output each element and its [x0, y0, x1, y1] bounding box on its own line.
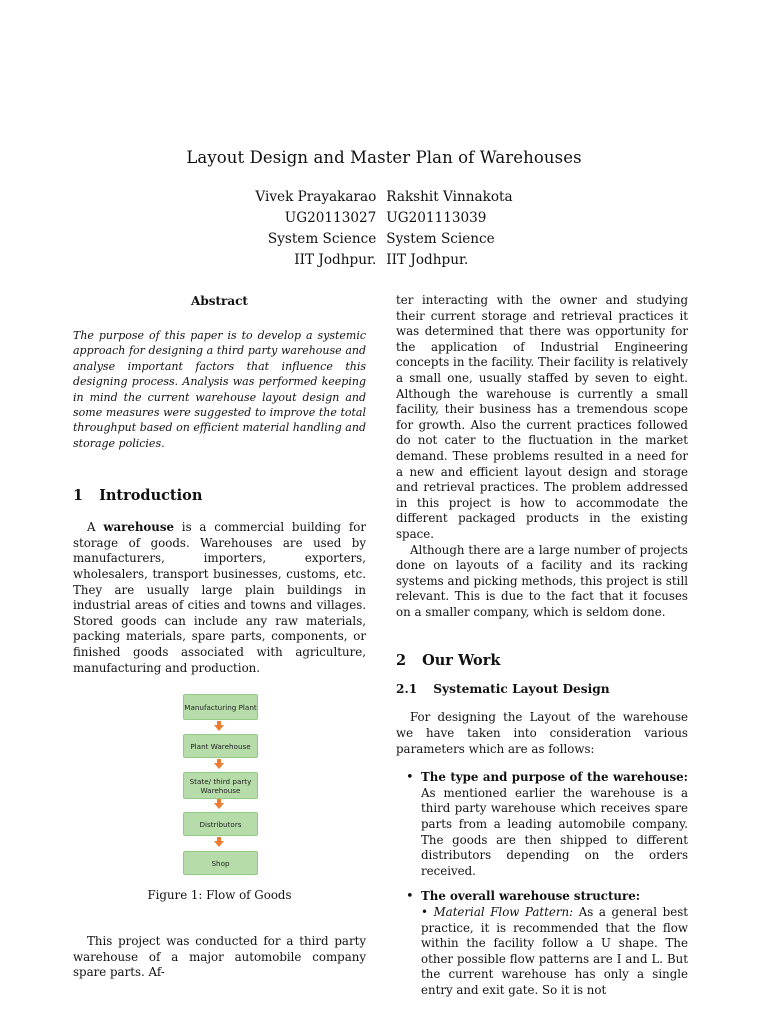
down-arrow-icon	[214, 837, 224, 847]
figure-flow-of-goods	[73, 694, 366, 884]
section-heading-our-work	[396, 652, 688, 669]
list-item	[396, 770, 688, 879]
subsection-title: Systematic Layout Design	[433, 682, 610, 697]
down-arrow-icon	[214, 759, 224, 769]
right-column	[396, 293, 688, 999]
author-2	[386, 187, 512, 271]
intro-paragraph	[73, 520, 366, 676]
left-column	[73, 294, 366, 981]
list-item-text: As mentioned earlier the warehouse is a third party warehouse which receives spare parts from a leading automobile company. The goods are then shipped to different distributors depending on the orders received.	[421, 785, 688, 878]
author-inst: IIT Jodhpur.	[386, 252, 469, 268]
section-number: 2	[396, 652, 407, 670]
subsection-heading-systematic-layout	[396, 682, 688, 696]
author-block	[0, 187, 768, 271]
flow-box-shop: Shop	[183, 851, 258, 875]
author-id: UG20113027	[284, 210, 377, 226]
section-title: Our Work	[422, 652, 501, 670]
paper-title: Layout Design and Master Plan of Warehouses	[186, 148, 582, 167]
flow-box-manufacturing-plant: Manufacturing Plant	[183, 694, 258, 720]
parameter-list	[396, 770, 688, 998]
flow-box-distributors: Distributors	[183, 812, 258, 836]
author-name: Vivek Prayakarao	[255, 189, 377, 205]
intro-paragraph-2: This project was conducted for a third party warehouse of a major automobile company spare parts. Af-	[73, 934, 366, 980]
section-title: Introduction	[99, 487, 203, 505]
layout-intro-paragraph: For designing the Layout of the warehouse we have taken into consideration various parameters which are as follows:	[396, 710, 688, 756]
flow-box-third-party-warehouse: State/ third party Warehouse	[183, 772, 258, 799]
author-dept: System Science	[267, 231, 377, 247]
abstract-text: The purpose of this paper is to develop a systemic approach for designing a third party warehouse and analyse important factors that influence this designing process. Analysis was performed keeping in mind the current warehouse layout design and some measures were suggested to improve the total throughput based on efficient material handling and storage policies.	[73, 329, 366, 450]
author-inst: IIT Jodhpur.	[294, 252, 377, 268]
list-item-heading: The type and purpose of the warehouse:	[421, 770, 688, 785]
bold-term-warehouse: warehouse	[103, 520, 175, 535]
text-span: is a commercial building for storage of goods. Warehouses are used by manufacturers, importers, exporters, wholesalers, transport businesses, customs, etc. They are usually large plain buildings in industrial areas of cities and towns and villages. Stored goods can include any raw materials, packing materials, spare parts, components, or finished goods associated with agriculture, manufacturing and production.	[73, 520, 366, 675]
figure-caption: Figure 1: Flow of Goods	[147, 888, 292, 903]
continued-paragraph: ter interacting with the owner and studying their current storage and retrieval practices it was determined that there was opportunity for the application of Industrial Engineering concepts in the facility. Their facility is relatively a small one, usually staffed by seven to eight. Although the warehouse is currently a small facility, their business has a tremendous scope for growth. Also the current practices followed do not cater to the fluctuation in the market demand. These problems resulted in a need for a new and efficient layout design and storage and retrieval practices. The problem addressed in this project is how to accommodate the different packaged products in the existing space.	[396, 293, 688, 541]
author-name: Rakshit Vinnakota	[386, 189, 513, 205]
relevance-paragraph: Although there are a large number of projects done on layouts of a facility and its racking systems and picking methods, this project is still relevant. This is due to the fact that it focuses on a smaller company, which is seldom done.	[396, 542, 688, 619]
list-item	[396, 889, 688, 998]
abstract-heading: Abstract	[191, 294, 248, 308]
down-arrow-icon	[214, 799, 224, 809]
author-id: UG201113039	[386, 210, 487, 226]
list-item-text: As a general best practice, it is recommended that the flow within the facility follow a U shape. The other possible flow patterns are I and L. But the current warehouse has only a single entry and exit gate. So it is not	[421, 905, 689, 997]
section-heading-introduction	[73, 487, 366, 504]
author-1	[255, 187, 376, 271]
section-number: 1	[73, 487, 84, 505]
down-arrow-icon	[214, 721, 224, 731]
text-span: A	[87, 520, 104, 535]
author-dept: System Science	[386, 231, 495, 247]
list-item-subheading: Material Flow Pattern:	[433, 905, 574, 919]
list-item-heading: The overall warehouse structure:	[421, 889, 641, 904]
subsection-number: 2.1	[396, 682, 418, 697]
sub-bullet: •	[421, 905, 428, 919]
flow-box-plant-warehouse: Plant Warehouse	[183, 734, 258, 758]
